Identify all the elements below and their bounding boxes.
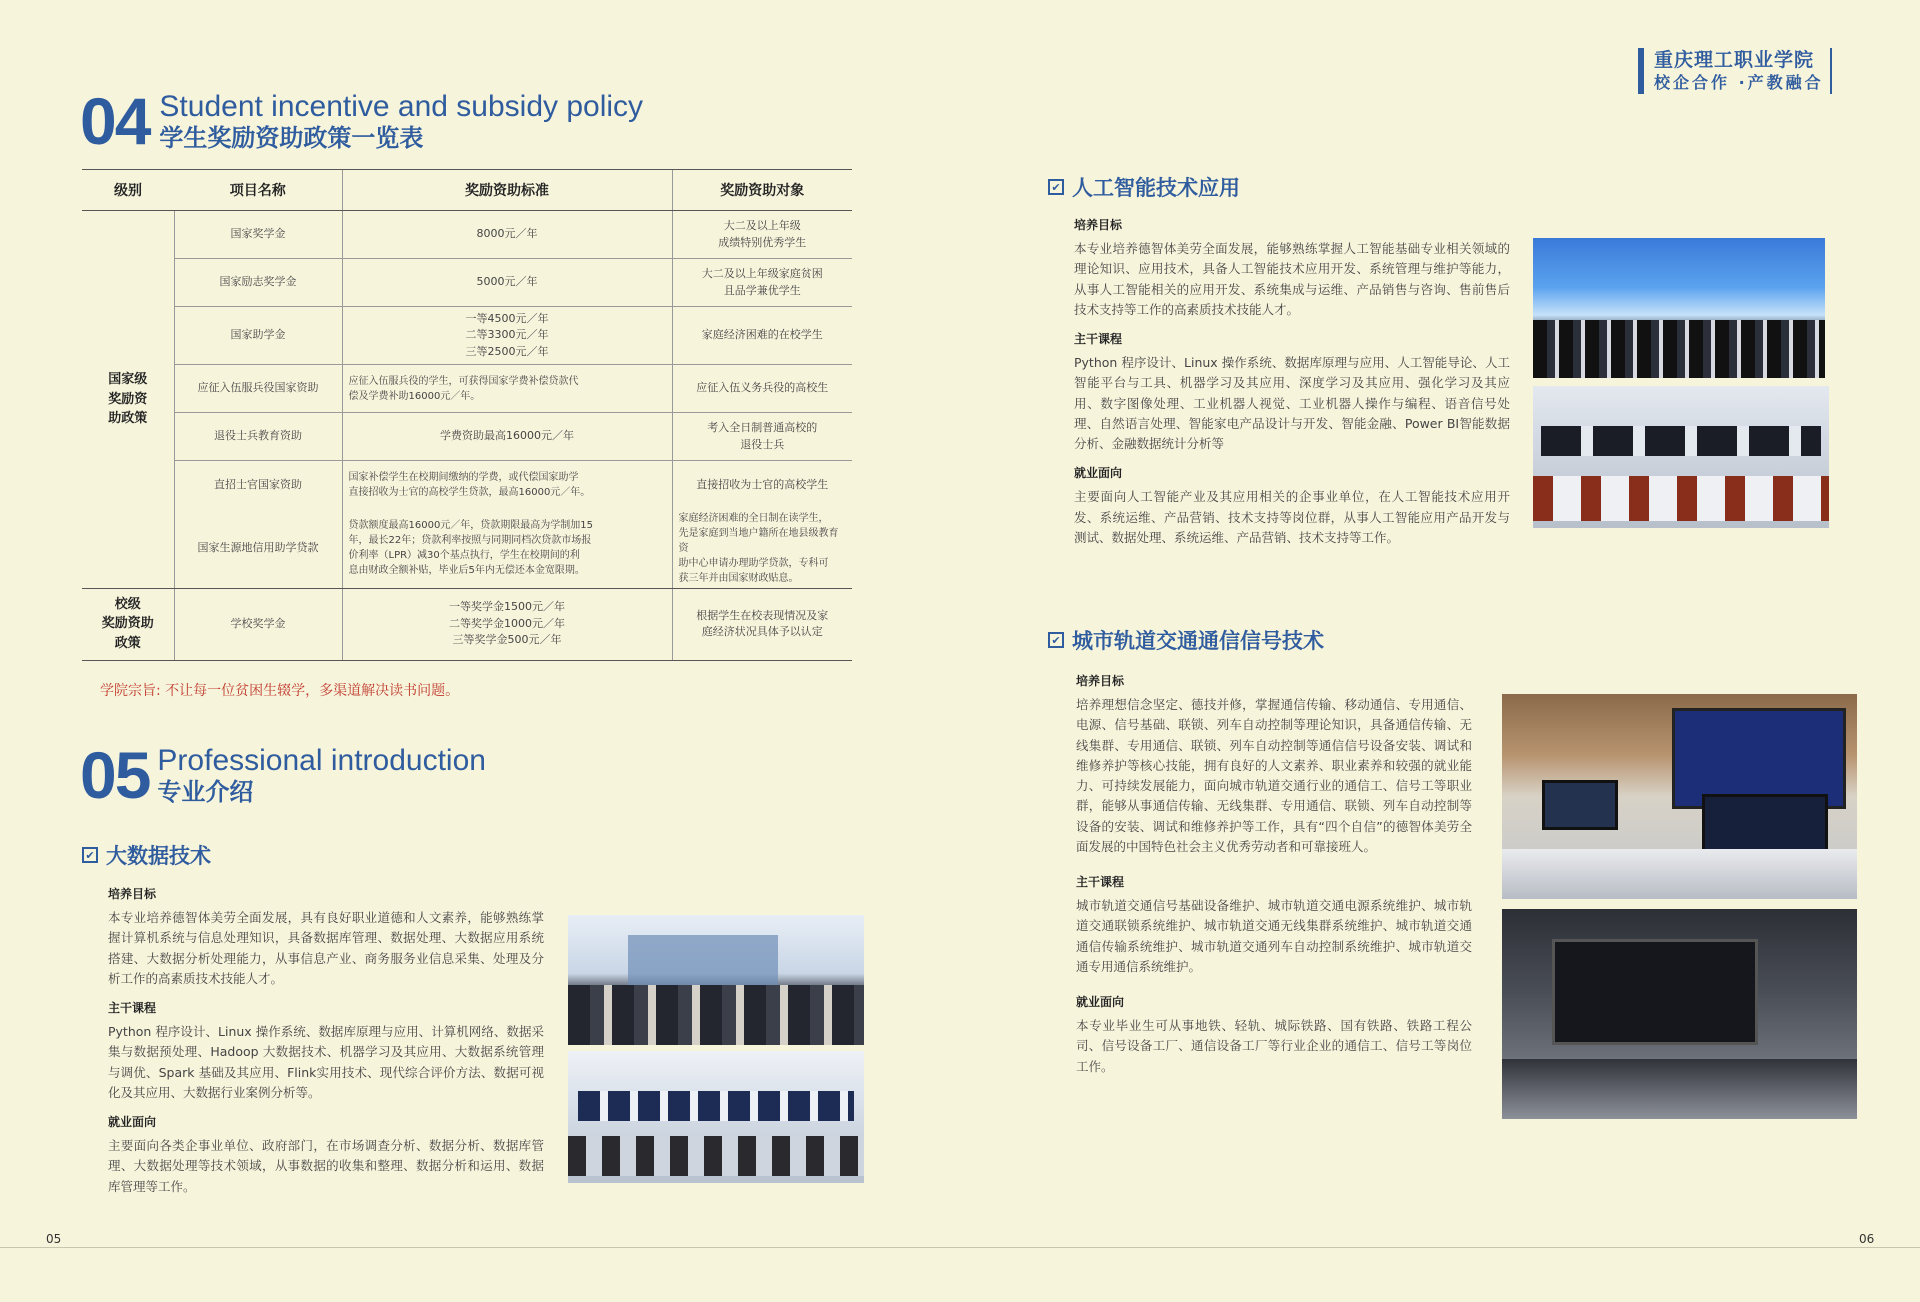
course-label: 主干课程: [108, 1001, 157, 1015]
section-05-title-en: Professional introduction: [157, 744, 486, 777]
section-05-heading: [80, 738, 486, 812]
table-cell-name: 学校奖学金: [174, 588, 342, 660]
table-cell-target: 直接招收为士官的高校学生: [672, 461, 852, 509]
job-label: 就业面向: [108, 1115, 157, 1129]
photo-ai-immersive: [1533, 238, 1825, 378]
major-ai-body: [1074, 206, 1510, 548]
job-text: 本专业毕业生可从事地铁、轻轨、城际铁路、国有铁路、铁路工程公司、信号设备工厂、通信设备工厂等行业企业的通信工、信号工等岗位工作。: [1076, 1018, 1472, 1074]
section-04-title-zh: 学生奖励资助政策一览表: [159, 124, 424, 152]
major-bigdata-title: ✔ 大数据技术: [82, 840, 211, 870]
table-cell-name: 国家奖学金: [174, 211, 342, 259]
photo-rail-simulator: [1502, 909, 1857, 1119]
goal-label: 培养目标: [108, 887, 157, 901]
goal-text: 本专业培养德智体美劳全面发展，具有良好职业道德和人文素养，能够熟练掌握计算机系统与信息处理知识，具备数据库管理、数据处理、大数据应用系统搭建、大数据分析处理能力，从事信息产业、商务服务业信息采集、处理及分析工作的高素质技术技能人才。: [108, 910, 544, 986]
table-cell-target: 大二及以上年级家庭贫困 且品学兼优学生: [672, 259, 852, 307]
table-cell-standard: 8000元／年: [342, 211, 672, 259]
table-cell-target: 应征入伍义务兵役的高校生: [672, 365, 852, 413]
col-header-level: 级别: [82, 170, 174, 211]
college-name: 重庆理工职业学院: [1654, 49, 1815, 71]
page-number-left: 05: [46, 1232, 62, 1246]
checkbox-icon: ✔: [1048, 632, 1064, 648]
section-04-heading: [80, 84, 644, 158]
subsidy-policy-table: [82, 169, 852, 661]
job-label: 就业面向: [1076, 995, 1125, 1009]
table-cell-name: 直招士官国家资助: [174, 461, 342, 509]
photo-ai-lab: [1533, 386, 1829, 528]
photo-bigdata-visit: [568, 915, 864, 1045]
table-cell-standard: 国家补偿学生在校期间缴纳的学费，或代偿国家助学 直接招收为士官的高校学生贷款，最高16000元／年。: [342, 461, 672, 509]
col-header-target: 奖励资助对象: [672, 170, 852, 211]
checkbox-icon: ✔: [1048, 179, 1064, 195]
level-school: 校级 奖励资助 政策: [82, 588, 174, 660]
table-cell-target: 考入全日制普通高校的 退役士兵: [672, 413, 852, 461]
college-motto: 学院宗旨: 不让每一位贫困生辍学，多渠道解决读书问题。: [100, 683, 460, 699]
page-number-right: 06: [1859, 1232, 1875, 1246]
course-text: Python 程序设计、Linux 操作系统、数据库原理与应用、人工智能导论、人工智能平台与工具、机器学习及其应用、深度学习及其应用、强化学习及其应用、数字图像处理、工业机器人视觉、工业机器人操作与编程、语音信号处理、自然语言处理、智能家电产品设计与开发、智能金融、Power BI智能数据分析、金融数据统计分析等: [1074, 355, 1510, 451]
job-text: 主要面向人工智能产业及其应用相关的企事业单位，在人工智能技术应用开发、系统运维、产品营销、技术支持等岗位群，从事人工智能应用产品开发与测试、数据处理、系统运维、产品营销、技术支持等工作。: [1074, 489, 1510, 545]
course-label: 主干课程: [1076, 875, 1125, 889]
job-text: 主要面向各类企事业单位、政府部门，在市场调查分析、数据分析、数据库管理、大数据处理等技术领域，从事数据的收集和整理、数据分析和运用、数据库管理等工作。: [108, 1138, 544, 1194]
col-header-name: 项目名称: [174, 170, 342, 211]
table-cell-name: 国家生源地信用助学贷款: [174, 509, 342, 589]
table-cell-standard: 一等奖学金1500元／年 二等奖学金1000元／年 三等奖学金500元／年: [342, 588, 672, 660]
section-05-number: 05: [80, 738, 150, 812]
bottom-rule: [0, 1247, 1920, 1248]
job-label: 就业面向: [1074, 466, 1123, 481]
col-header-standard: 奖励资助标准: [342, 170, 672, 211]
photo-bigdata-lab: [568, 1051, 864, 1183]
section-05-title-zh: 专业介绍: [157, 778, 254, 806]
major-rail-title: ✔ 城市轨道交通通信信号技术: [1048, 625, 1324, 655]
table-cell-standard: 贷款额度最高16000元／年，贷款期限最高为学制加15 年，最长22年；贷款利率按照与同期同档次贷款市场报 价利率（LPR）减30个基点执行，学生在校期间的利 息由财政全额补贴，毕业后5年内无偿还本金宽限期。: [342, 509, 672, 589]
table-cell-target: 大二及以上年级 成绩特别优秀学生: [672, 211, 852, 259]
college-slogan: 校企合作 ·产教融合: [1654, 73, 1824, 92]
table-cell-name: 应征入伍服兵役国家资助: [174, 365, 342, 413]
table-cell-name: 退役士兵教育资助: [174, 413, 342, 461]
course-text: 城市轨道交通信号基础设备维护、城市轨道交通电源系统维护、城市轨道交通联锁系统维护、城市轨道交通无线集群系统维护、城市轨道交通通信传输系统维护、城市轨道交通列车自动控制系统维护、城市轨道交通专用通信系统维护。: [1076, 898, 1472, 974]
major-ai-title: ✔ 人工智能技术应用: [1048, 172, 1240, 202]
table-cell-standard: 5000元／年: [342, 259, 672, 307]
table-cell-standard: 应征入伍服兵役的学生，可获得国家学费补偿贷款代 偿及学费补助16000元／年。: [342, 365, 672, 413]
table-cell-target: 家庭经济困难的在校学生: [672, 307, 852, 365]
table-cell-standard: 学费资助最高16000元／年: [342, 413, 672, 461]
section-04-number: 04: [80, 84, 150, 158]
major-bigdata-body: [108, 875, 544, 1197]
section-04-title-en: Student incentive and subsidy policy: [159, 90, 644, 123]
course-label: 主干课程: [1074, 332, 1123, 346]
table-cell-name: 国家助学金: [174, 307, 342, 365]
goal-label: 培养目标: [1076, 674, 1125, 688]
goal-text: 培养理想信念坚定、德技并修，掌握通信传输、移动通信、专用通信、电源、信号基础、联锁、列车自动控制等理论知识，具备通信传输、无线集群、专用通信、联锁、列车自动控制等通信信号设备安装、调试和维修养护等核心技能，拥有良好的人文素养、职业素养和较强的就业能力、可持续发展能力，面向城市轨道交通行业的通信工、信号工等职业群，能够从事通信传输、无线集群、专用通信、联锁、列车自动控制等设备的安装、调试和维修养护等工作，具有“四个自信”的德智体美劳全面发展的中国特色社会主义优秀劳动者和可靠接班人。: [1076, 697, 1472, 854]
goal-text: 本专业培养德智体美劳全面发展，能够熟练掌握人工智能基础专业相关领域的理论知识、应用技术，具备人工智能技术应用开发、系统管理与维护等能力，从事人工智能相关的应用开发、系统集成与运维、产品销售与咨询、售前售后技术支持等工作的高素质技术技能人才。: [1074, 241, 1510, 317]
table-cell-name: 国家励志奖学金: [174, 259, 342, 307]
table-cell-target: 根据学生在校表现情况及家 庭经济状况具体予以认定: [672, 588, 852, 660]
photo-rail-control-room: [1502, 694, 1857, 899]
goal-label: 培养目标: [1074, 218, 1123, 232]
table-cell-standard: 一等4500元／年 二等3300元／年 三等2500元／年: [342, 307, 672, 365]
level-national: 国家级 奖励资 助政策: [82, 211, 174, 589]
college-header: [1638, 48, 1832, 94]
major-rail-body: [1076, 662, 1472, 1077]
course-text: Python 程序设计、Linux 操作系统、数据库原理与应用、计算机网络、数据采集与数据预处理、Hadoop 大数据技术、机器学习及其应用、大数据系统管理与调优、Spark 基础及其应用、Flink实用技术、现代综合评价方法、数据可视化及其应用、大数据行业案例分析等。: [108, 1024, 544, 1100]
checkbox-icon: ✔: [82, 847, 98, 863]
table-cell-target: 家庭经济困难的全日制在读学生， 先是家庭到当地户籍所在地县级教育资 助中心申请办理助学贷款，专科可 获三年并由国家财政贴息。: [672, 509, 852, 589]
